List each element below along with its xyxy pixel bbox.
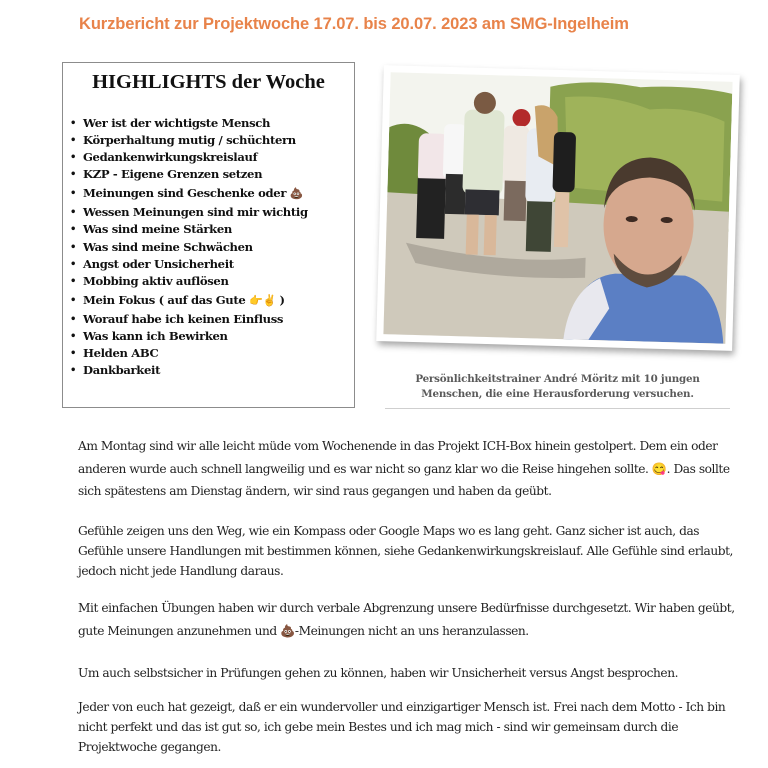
group-photo-frame: [376, 65, 740, 351]
list-item: [69, 166, 308, 183]
highlights-title: HIGHLIGHTS der Woche: [92, 71, 325, 93]
list-item: [69, 183, 308, 204]
list-item-text: Angst oder Unsicherheit: [83, 256, 234, 271]
paragraph-text: Am Montag sind wir alle leicht müde vom Wochenende in das Projekt ICH-Box hinein gestolpert. Dem ein oder anderen wurde auch schnell langweilig und es war nicht so ganz klar wo die Reise hingehen sollte.: [78, 439, 718, 476]
highlights-list: [69, 115, 308, 379]
bullet-icon: •: [70, 258, 77, 270]
list-item: [69, 362, 308, 379]
list-item-text: Dankbarkeit: [83, 363, 161, 378]
list-item: [69, 290, 308, 311]
bullet-icon: •: [70, 152, 77, 164]
paragraph-text: -Meinungen nicht an uns heranzulassen.: [294, 624, 529, 638]
pile-of-poo-icon: 💩: [280, 624, 295, 638]
list-item-text: Mein Fokus ( auf das Gute: [83, 292, 246, 307]
bullet-icon: •: [70, 135, 77, 147]
list-item-text: Worauf habe ich keinen Einfluss: [83, 311, 284, 326]
bullet-icon: •: [70, 207, 77, 219]
list-item: [69, 345, 308, 362]
list-item: [69, 273, 308, 290]
list-item-text: Wessen Meinungen sind mir wichtig: [83, 205, 308, 220]
bullet-icon: •: [70, 275, 77, 287]
paragraph-exercises: [78, 597, 738, 643]
list-item-text: Wer ist der wichtigste Mensch: [83, 116, 271, 130]
list-item-text: Körperhaltung mutig / schüchtern: [83, 133, 296, 148]
page-title: Kurzbericht zur Projektwoche 17.07. bis 20.07. 2023 am SMG-Ingelheim: [79, 15, 629, 33]
bullet-icon: •: [70, 224, 77, 236]
list-item: [69, 132, 308, 149]
group-photo: [383, 72, 732, 343]
list-item: [69, 204, 308, 221]
highlights-box: [62, 62, 355, 408]
bullet-icon: •: [70, 330, 77, 342]
list-item-text: Meinungen sind Geschenke oder: [83, 186, 287, 201]
list-item-text: Gedankenwirkungskreislauf: [83, 150, 258, 165]
paragraph-closing: Jeder von euch hat gezeigt, daß er ein wundervoller und einzigartiger Mensch ist. Frei nach dem Motto - Ich bin nicht perfekt und das ist gut so, ich gebe mein Bestes und ich mag mich - sind wir gemeinsam durch die Projektwoche gegangen.: [78, 700, 726, 754]
paragraph-feelings: Gefühle zeigen uns den Weg, wie ein Kompass oder Google Maps wo es lang geht. Ganz sicher ist auch, das Gefühle unsere Handlungen mit bestimmen können, siehe Gedankenwirkungskreislauf. Alle Gefühle sind erlaubt, jedoch nicht jede Handlung daraus.: [78, 524, 733, 578]
pointing-victory-hand-icon: 👉✌: [249, 293, 276, 307]
list-item-suffix: ): [279, 292, 285, 307]
photo-illustration: [383, 72, 732, 343]
yum-face-icon: 😋: [651, 461, 667, 476]
pile-of-poo-icon: 💩: [289, 187, 304, 201]
bullet-icon: •: [70, 118, 77, 129]
bullet-icon: •: [70, 241, 77, 253]
list-item: [69, 311, 308, 328]
paragraph-monday: [78, 435, 738, 503]
bullet-icon: •: [70, 188, 77, 200]
list-item-text: Was sind meine Schwächen: [83, 239, 253, 254]
list-item: [69, 149, 308, 166]
bullet-icon: •: [70, 365, 77, 377]
bullet-icon: •: [70, 313, 77, 325]
list-item: [69, 328, 308, 345]
list-item: [69, 221, 308, 238]
list-item: [69, 239, 308, 256]
paragraph-text: Mit einfachen Übungen haben wir durch verbale Abgrenzung unsere Bedürfnisse durchgesetzt. Wir haben geübt, gute Meinungen anzunehmen und: [78, 601, 735, 638]
bullet-icon: •: [70, 348, 77, 360]
list-item-text: KZP - Eigene Grenzen setzen: [83, 167, 263, 182]
bullet-icon: •: [70, 169, 77, 181]
bullet-icon: •: [70, 294, 77, 306]
paragraph-text: . Das sollte sich spätestens am Dienstag ändern, wir sind raus gegangen und haben da geübt.: [78, 461, 730, 498]
list-item-text: Was kann ich Bewirken: [83, 328, 228, 343]
photo-caption: Persönlichkeitstrainer André Möritz mit 10 jungen Menschen, die eine Herausforderung versuchen.: [415, 373, 700, 400]
list-item: [69, 256, 308, 273]
caption-divider: [385, 408, 730, 409]
paragraph-exams: Um auch selbstsicher in Prüfungen gehen zu können, haben wir Unsicherheit versus Angst besprochen.: [78, 666, 679, 680]
list-item-text: Helden ABC: [83, 346, 159, 361]
list-item-text: Was sind meine Stärken: [83, 222, 232, 237]
list-item: [69, 115, 308, 132]
list-item-text: Mobbing aktiv auflösen: [83, 273, 229, 288]
